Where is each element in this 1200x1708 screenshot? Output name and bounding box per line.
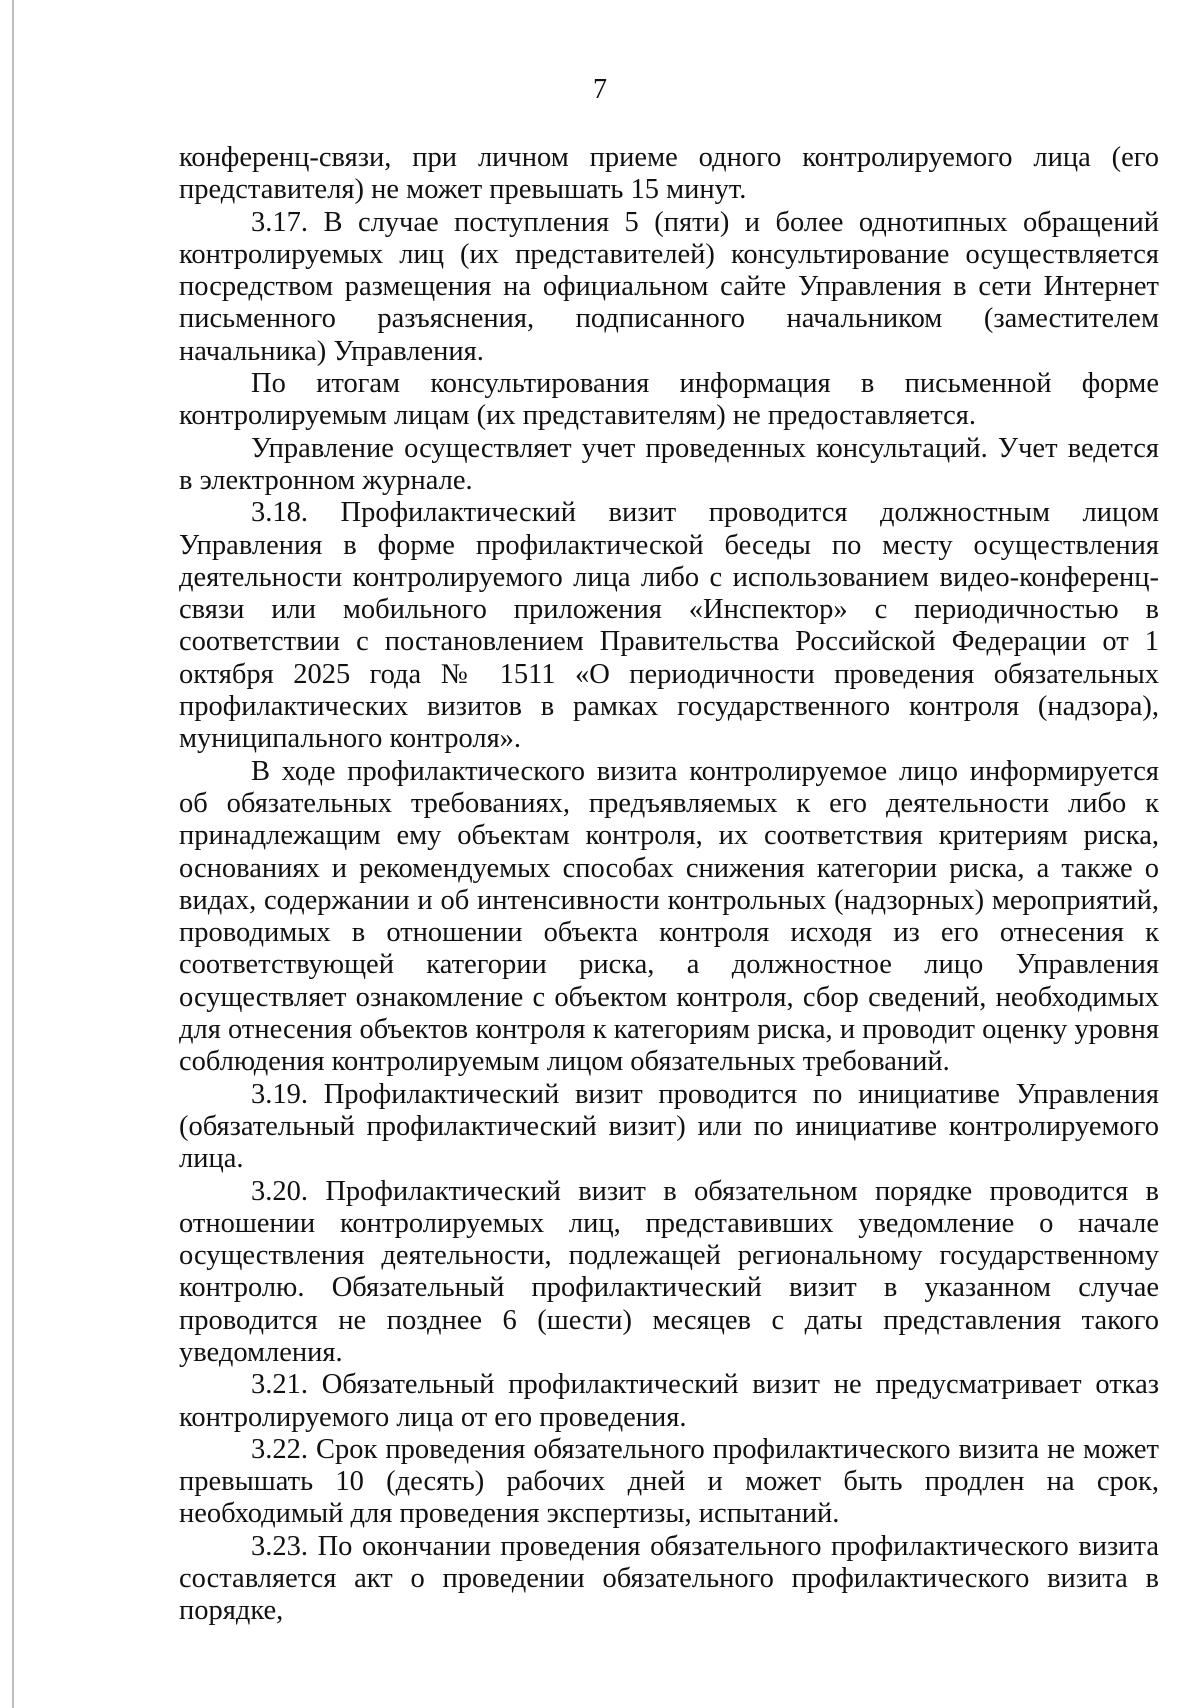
paragraph-visit-course: В ходе профилактического визита контролируемое лицо информируется об обязательных требованиях, предъявляемых к его деятельности либо к принадлежащим ему объектам контроля, их соответствия критериям риска, основаниях и рекомендуемых способах снижения категории риска, а также о видах, содержании и об интенсивности контрольных (надзорных) мероприятий, проводимых в отношении объекта контроля исходя из его отнесения к соответствующей категории риска, а должностное лицо Управления осуществляет ознакомление с объектом контроля, сбор сведений, необходимых для отнесения объектов контроля к категориям риска, и проводит оценку уровня соблюдения контролируемым лицом обязательных требований. — [179, 755, 1159, 1078]
paragraph-consultation-log: Управление осуществляет учет проведенных консультаций. Учет ведется в электронном журнале. — [179, 432, 1159, 496]
paragraph-consultation-results: По итогам консультирования информация в письменной форме контролируемым лицам (их представителям) не предоставляется. — [179, 368, 1159, 432]
document-body — [179, 142, 1159, 1628]
paragraph-3-22: 3.22. Срок проведения обязательного профилактического визита не может превышать 10 (десять) рабочих дней и может быть продлен на срок, необходимый для проведения экспертизы, испытаний. — [179, 1433, 1159, 1530]
paragraph-3-19: 3.19. Профилактический визит проводится по инициативе Управления (обязательный профилактический визит) или по инициативе контролируемого лица. — [179, 1078, 1159, 1175]
paragraph-3-23: 3.23. По окончании проведения обязательного профилактического визита составляется акт о проведении обязательного профилактического визита в порядке, — [179, 1530, 1159, 1627]
scan-edge-line — [12, 0, 14, 1708]
paragraph-1: конференц-связи, при личном приеме одного контролируемого лица (его представителя) не может превышать 15 минут. — [179, 142, 1159, 206]
paragraph-3-17: 3.17. В случае поступления 5 (пяти) и более однотипных обращений контролируемых лиц (их представителей) консультирование осуществляется посредством размещения на официальном сайте Управления в сети Интернет письменного разъяснения, подписанного начальником (заместителем начальника) Управления. — [179, 206, 1159, 367]
paragraph-3-20: 3.20. Профилактический визит в обязательном порядке проводится в отношении контролируемых лиц, представивших уведомление о начале осуществления деятельности, подлежащей региональному государственному контролю. Обязательный профилактический визит в указанном случае проводится не позднее 6 (шести) месяцев с даты представления такого уведомления. — [179, 1175, 1159, 1368]
page-number: 7 — [593, 74, 607, 105]
paragraph-3-18: 3.18. Профилактический визит проводится должностным лицом Управления в форме профилактической беседы по месту осуществления деятельности контролируемого лица либо с использованием видео-конференц-связи или мобильного приложения «Инспектор» с периодичностью в соответствии с постановлением Правительства Российской Федерации от 1 октября 2025 года № 1511 «О периодичности проведения обязательных профилактических визитов в рамках государственного контроля (надзора), муниципального контроля». — [179, 497, 1159, 755]
paragraph-3-21: 3.21. Обязательный профилактический визит не предусматривает отказ контролируемого лица от его проведения. — [179, 1369, 1159, 1433]
